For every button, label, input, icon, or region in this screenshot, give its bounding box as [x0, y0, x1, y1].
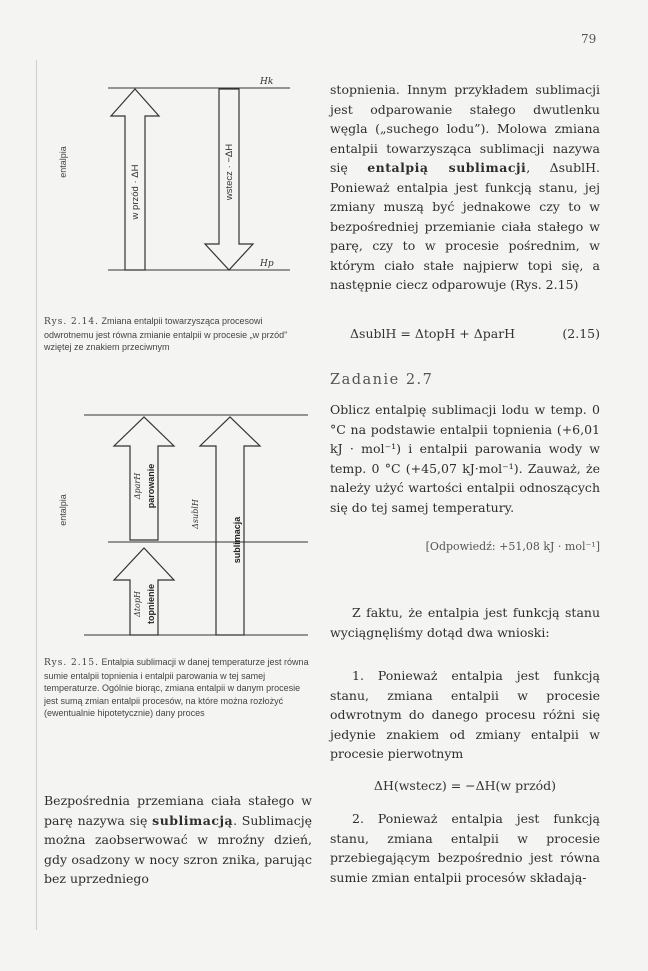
- margin-rule: [36, 60, 37, 930]
- equation-reverse: ΔH(wstecz) = −ΔH(w przód): [373, 778, 557, 793]
- figure-2-15: [48, 390, 308, 645]
- fig2-axis-label: entalpia: [58, 494, 68, 526]
- right-p1: [330, 80, 600, 295]
- fig1-forward-label: w przód · ΔH: [130, 164, 141, 220]
- equation-number: (2.15): [562, 326, 600, 341]
- fig2-caption-text: Entalpia sublimacji w danej temperaturze jest równa sumie entalpii topnienia i entalpii parowania w tej samej temperaturze. Ogólnie biorąc, zmiana entalpii w danym procesie jest sumą zmian entalpii procesów, na które można rozłożyć (ewentualnie hipotetycznie) dany proces: [44, 657, 309, 718]
- fig2-melting-label: topnienie: [146, 584, 156, 624]
- fig2-vaporization-label: parowanie: [146, 463, 156, 509]
- exercise-heading: Zadanie 2.7: [330, 372, 434, 388]
- left-body-text: [44, 791, 312, 889]
- right-p1-b: , ΔsublH. Ponieważ entalpia jest funkcją stanu, jej zmiany muszą być jednakowe czy to w bezpośredniej przemianie ciała stałego w parę, czy to w procesie pośrednim, w którym ciało stałe najpierw topi się, a następnie ciecz odparowuje (Rys. 2.15): [330, 160, 600, 292]
- fig2-melting-symbol: ΔtopH: [133, 591, 142, 617]
- equation-text: ΔsublH = ΔtopH + ΔparH: [350, 326, 516, 341]
- exercise-text: Oblicz entalpię sublimacji lodu w temp. 0 °C na podstawie entalpii topnienia (+6,01 kJ · mol⁻¹) i entalpii parowania wody w temp. 0 °C (+45,07 kJ·mol⁻¹). Zauważ, że należy użyć wartości entalpii odnoszących się do tej samej temperatury.: [330, 402, 600, 515]
- fig1-caption-label: Rys. 2.14.: [44, 317, 99, 327]
- right-p2: Z faktu, że entalpia jest funkcją stanu wyciągnęliśmy dotąd dwa wnioski:: [330, 605, 600, 640]
- fig2-sublimation-symbol: ΔsublH: [191, 499, 200, 529]
- fig1-axis-label: entalpia: [58, 146, 68, 178]
- term-sublimation: sublimacją: [152, 812, 234, 828]
- fig2-sublimation-label: sublimacja: [232, 516, 242, 564]
- figure-2-14: [48, 72, 308, 304]
- fig1-level-bottom: Hp: [260, 259, 274, 269]
- fig2-caption-label: Rys. 2.15.: [44, 658, 99, 668]
- fig1-level-top: Hk: [260, 77, 274, 87]
- fig2-vaporization-symbol: ΔparH: [133, 472, 142, 500]
- term-enthalpy-sublimation: entalpią sublimacji: [367, 160, 527, 175]
- page-number: 79: [581, 32, 597, 46]
- figure-2-15-caption: [44, 656, 312, 720]
- figure-2-14-caption: [44, 315, 312, 354]
- right-p4: 2. Ponieważ entalpia jest funkcją stanu, zmiana entalpii w procesie przebiegającym bezpośrednio jest równa sumie zmian entalpii procesów składają-: [330, 811, 600, 885]
- left-p1-b: . Sublimację można zaobserwować w mroźny dzień, gdy osadzony w nocy szron znika, parując bez uprzedniego: [44, 812, 313, 886]
- equation-2-15: [350, 326, 600, 341]
- right-p1-a: stopnienia. Innym przykładem sublimacji jest odparowanie stałego dwutlenku węgla („suchego lodu”). Molowa zmiana entalpii towarzysząca sublimacji nazywa się: [330, 82, 600, 175]
- exercise-answer: [Odpowiedź: +51,08 kJ · mol⁻¹]: [425, 540, 600, 553]
- fig1-reverse-label: wstecz · −ΔH: [224, 143, 235, 201]
- left-p1-a: Bezpośrednia przemiana ciała stałego w parę nazywa się: [44, 793, 312, 828]
- right-p3: 1. Ponieważ entalpia jest funkcją stanu, zmiana entalpii w procesie odwrotnym do danego procesu różni się jedynie znakiem od zmiany entalpii w procesie pierwotnym: [330, 668, 600, 761]
- fig1-caption-text: Zmiana entalpii towarzysząca procesowi odwrotnemu jest równa zmianie entalpii w procesie „w przód” wziętej ze znakiem przeciwnym: [44, 316, 288, 352]
